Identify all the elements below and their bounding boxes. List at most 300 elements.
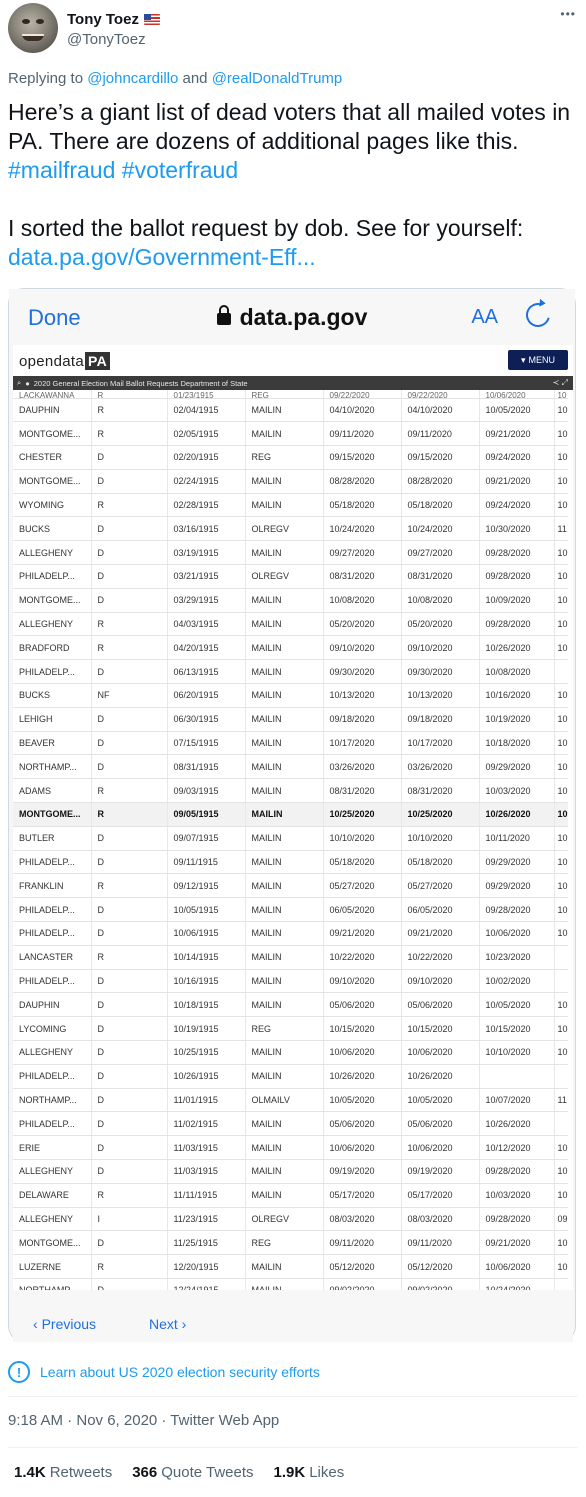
table-cell: R — [91, 612, 167, 636]
table-cell: R — [91, 390, 167, 398]
table-cell: PHILADELP... — [13, 898, 91, 922]
table-row[interactable] — [13, 1255, 568, 1279]
quotes-label: Quote Tweets — [161, 1464, 254, 1481]
likes-stat[interactable] — [274, 1464, 345, 1481]
table-cell: D — [91, 922, 167, 946]
table-row[interactable] — [13, 969, 568, 993]
table-row[interactable] — [13, 922, 568, 946]
table-row[interactable] — [13, 707, 568, 731]
table-row[interactable] — [13, 612, 568, 636]
table-cell: 12/20/1915 — [167, 1255, 245, 1279]
table-cell: 03/26/2020 — [401, 755, 479, 779]
table-cell: 02/05/1915 — [167, 422, 245, 446]
table-cell: 10/10/2020 — [401, 826, 479, 850]
table-cell: NORTHAMP... — [13, 755, 91, 779]
table-cell: LUZERNE — [13, 1255, 91, 1279]
table-cell: 10 — [554, 1255, 568, 1279]
table-cell: 09/28/2020 — [479, 612, 554, 636]
table-cell: MAILIN — [245, 779, 323, 803]
table-cell: MAILIN — [245, 398, 323, 422]
tweet-text-line: I sorted the ballot request by dob. See for yourself: — [8, 215, 524, 241]
table-cell: 10/05/2020 — [323, 1088, 401, 1112]
table-cell: MONTGOME... — [13, 1231, 91, 1255]
table-cell: MONTGOME... — [13, 588, 91, 612]
table-row[interactable] — [13, 636, 568, 660]
table-cell: 09/28/2020 — [479, 1160, 554, 1184]
table-cell: 10/02/2020 — [479, 969, 554, 993]
avatar-eye — [22, 19, 30, 24]
table-cell: 11/23/1915 — [167, 1207, 245, 1231]
table-cell: 01/23/1915 — [167, 390, 245, 398]
table-row[interactable] — [13, 1160, 568, 1184]
table-cell: 10/05/2020 — [479, 398, 554, 422]
table-cell — [554, 660, 568, 684]
text-size-button[interactable]: AA — [471, 306, 498, 328]
table-cell: 09/29/2020 — [479, 850, 554, 874]
table-cell: 09/21/2020 — [479, 422, 554, 446]
table-cell: MAILIN — [245, 1064, 323, 1088]
table-cell: R — [91, 493, 167, 517]
table-cell: 10/06/2020 — [401, 1136, 479, 1160]
table-cell: 10 — [554, 922, 568, 946]
table-cell: 04/10/2020 — [323, 398, 401, 422]
likes-label: Likes — [309, 1464, 345, 1481]
table-cell: MAILIN — [245, 874, 323, 898]
table-row[interactable] — [13, 731, 568, 755]
table-cell: 11/01/1915 — [167, 1088, 245, 1112]
tweet-url-link[interactable]: data.pa.gov/Government-Eff... — [8, 244, 316, 270]
table-cell: D — [91, 1064, 167, 1088]
done-button[interactable]: Done — [28, 305, 81, 330]
hashtag-link[interactable]: #voterfraud — [121, 157, 239, 183]
previous-button[interactable] — [33, 1316, 96, 1332]
table-cell: R — [91, 779, 167, 803]
table-cell: 10 — [554, 684, 568, 708]
table-cell: 09/21/2020 — [479, 469, 554, 493]
table-cell: 09/18/2020 — [323, 707, 401, 731]
chevron-left-icon: ‹ — [33, 1316, 42, 1332]
table-cell: 10/06/2020 — [323, 1041, 401, 1065]
table-cell: 09/03/1915 — [167, 779, 245, 803]
table-cell: MONTGOME... — [13, 422, 91, 446]
table-cell: 05/27/2020 — [401, 874, 479, 898]
table-cell: 03/16/1915 — [167, 517, 245, 541]
table-cell: 08/28/2020 — [323, 469, 401, 493]
table-cell: 09/11/2020 — [323, 422, 401, 446]
table-cell: D — [91, 1112, 167, 1136]
table-cell: 05/18/2020 — [401, 493, 479, 517]
table-cell: 10 — [554, 898, 568, 922]
table-cell: 10 — [554, 541, 568, 565]
chevron-right-icon: › — [177, 1316, 187, 1332]
table-cell: 03/29/1915 — [167, 588, 245, 612]
table-row[interactable] — [13, 1088, 568, 1112]
table-cell: 05/18/2020 — [323, 850, 401, 874]
table-cell: 09/21/2020 — [323, 922, 401, 946]
table-cell: PHILADELP... — [13, 969, 91, 993]
table-cell: 10 — [554, 1017, 568, 1041]
table-cell: 09/15/2020 — [401, 446, 479, 470]
table-cell: MAILIN — [245, 707, 323, 731]
table-cell: 10/14/1915 — [167, 945, 245, 969]
table-cell: 09/30/2020 — [323, 660, 401, 684]
dataset-title-bar — [13, 376, 573, 390]
logo-badge: PA — [85, 352, 110, 370]
author-name[interactable] — [67, 11, 160, 28]
table-cell: 09/29/2020 — [479, 755, 554, 779]
table-cell: ALLEGHENY — [13, 1207, 91, 1231]
table-cell: 10 — [554, 826, 568, 850]
table-cell: 02/20/1915 — [167, 446, 245, 470]
opendata-logo[interactable] — [19, 349, 110, 373]
table-cell: 10 — [554, 1231, 568, 1255]
table-cell: 09/11/2020 — [401, 422, 479, 446]
table-cell: OLMAILV — [245, 1088, 323, 1112]
table-row[interactable] — [13, 588, 568, 612]
table-cell: 10/25/2020 — [401, 803, 479, 827]
table-cell: REG — [245, 1231, 323, 1255]
table-cell: 05/20/2020 — [323, 612, 401, 636]
table-cell: 10/18/1915 — [167, 993, 245, 1017]
table-cell: 10 — [554, 469, 568, 493]
table-row[interactable] — [13, 684, 568, 708]
table-cell: MAILIN — [245, 1041, 323, 1065]
avatar-mouth — [22, 34, 44, 41]
table-cell: 10 — [554, 1136, 568, 1160]
table-cell: 10/22/2020 — [323, 945, 401, 969]
table-cell: 10 — [554, 398, 568, 422]
table-cell: MAILIN — [245, 1112, 323, 1136]
table-cell: D — [91, 446, 167, 470]
table-cell: 10/13/2020 — [323, 684, 401, 708]
table-cell: 08/03/2020 — [323, 1207, 401, 1231]
table-row[interactable] — [13, 422, 568, 446]
more-options-icon[interactable]: ••• — [560, 7, 576, 21]
author-name-text[interactable]: Tony Toez — [67, 11, 139, 28]
table-cell: 10/25/1915 — [167, 1041, 245, 1065]
table-cell: 09/28/2020 — [479, 565, 554, 589]
table-cell: 05/17/2020 — [401, 1183, 479, 1207]
table-cell: 09/22/2020 — [401, 390, 479, 398]
table-cell: 06/05/2020 — [401, 898, 479, 922]
web-page — [13, 345, 573, 1290]
avatar-eye — [36, 19, 44, 24]
table-cell: R — [91, 874, 167, 898]
table-cell: 11 — [554, 1088, 568, 1112]
dataset-title: 2020 General Election Mail Ballot Requests Department of State — [33, 378, 248, 388]
divider — [8, 1447, 578, 1448]
quotes-stat[interactable] — [132, 1464, 253, 1481]
tweet-timestamp[interactable]: 9:18 AM · Nov 6, 2020 · Twitter Web App — [8, 1412, 280, 1429]
table-row[interactable] — [13, 826, 568, 850]
table-cell: MAILIN — [245, 422, 323, 446]
url-text: data.pa.gov — [239, 304, 368, 330]
table-row[interactable] — [13, 660, 568, 684]
table-cell: 09/21/2020 — [401, 922, 479, 946]
table-cell: REG — [245, 446, 323, 470]
mention-link[interactable]: @realDonaldTrump — [211, 70, 343, 87]
table-cell: ERIE — [13, 1136, 91, 1160]
table-cell: MAILIN — [245, 1255, 323, 1279]
table-cell: 09/24/2020 — [479, 493, 554, 517]
table-cell: D — [91, 1231, 167, 1255]
table-cell: 10 — [554, 390, 568, 398]
table-row[interactable] — [13, 541, 568, 565]
table-cell: 10/24/2020 — [323, 517, 401, 541]
table-row[interactable] — [13, 517, 568, 541]
table-cell: BRADFORD — [13, 636, 91, 660]
mention-link[interactable]: @johncardillo — [87, 70, 179, 87]
table-row[interactable] — [13, 850, 568, 874]
table-cell: 10/07/2020 — [479, 1088, 554, 1112]
table-cell: 05/17/2020 — [323, 1183, 401, 1207]
table-cell: 09/19/2020 — [401, 1160, 479, 1184]
search-icon[interactable]: ⌕ — [17, 378, 22, 387]
likes-count: 1.9K — [273, 1464, 306, 1481]
table-cell: 06/05/2020 — [323, 898, 401, 922]
table-row[interactable] — [13, 565, 568, 589]
table-cell: PHILADELP... — [13, 1112, 91, 1136]
table-cell: 09/10/2020 — [401, 636, 479, 660]
table-row-partial — [13, 390, 568, 398]
table-cell: 10 — [554, 493, 568, 517]
table-cell: PHILADELP... — [13, 565, 91, 589]
table-cell: 05/06/2020 — [323, 993, 401, 1017]
share-expand-icon[interactable]: ≺ ⤢ — [552, 378, 568, 387]
table-row[interactable] — [13, 1136, 568, 1160]
table-row[interactable] — [13, 1112, 568, 1136]
retweets-count: 1.4K — [14, 1464, 46, 1481]
retweets-label: Retweets — [49, 1464, 113, 1481]
table-cell: REG — [245, 1017, 323, 1041]
table-cell: MAILIN — [245, 755, 323, 779]
table-cell: LEHIGH — [13, 707, 91, 731]
table-cell: R — [91, 1255, 167, 1279]
table-cell: 05/18/2020 — [401, 850, 479, 874]
table-cell: MAILIN — [245, 1160, 323, 1184]
table-cell: 10/26/1915 — [167, 1064, 245, 1088]
next-button[interactable] — [149, 1316, 186, 1332]
previous-label: Previous — [41, 1316, 97, 1332]
table-cell: 10/08/2020 — [323, 588, 401, 612]
table-cell: 10 — [554, 731, 568, 755]
table-cell: D — [91, 469, 167, 493]
table-row[interactable] — [13, 398, 568, 422]
table-cell: 08/03/2020 — [401, 1207, 479, 1231]
menu-button[interactable] — [508, 350, 568, 370]
table-cell: 09/22/2020 — [323, 390, 401, 398]
table-cell: 10/09/2020 — [479, 588, 554, 612]
table-row[interactable] — [13, 493, 568, 517]
table-cell: 04/20/1915 — [167, 636, 245, 660]
table-row[interactable] — [13, 1041, 568, 1065]
retweets-stat[interactable] — [14, 1464, 112, 1481]
table-cell: D — [91, 541, 167, 565]
table-row[interactable] — [13, 755, 568, 779]
table-cell: 09/15/2020 — [323, 446, 401, 470]
table-cell: D — [91, 588, 167, 612]
table-cell: 11/02/1915 — [167, 1112, 245, 1136]
table-cell: D — [91, 850, 167, 874]
table-cell: LACKAWANNA — [13, 390, 91, 398]
table-cell: R — [91, 945, 167, 969]
tweet-body — [8, 98, 574, 272]
election-notice-text[interactable]: Learn about US 2020 election security efforts — [40, 1364, 320, 1380]
info-icon[interactable]: ● — [25, 378, 30, 388]
table-cell: 09/27/2020 — [401, 541, 479, 565]
hashtag-link[interactable]: #mailfraud — [8, 157, 116, 183]
table-cell: D — [91, 1088, 167, 1112]
table-row[interactable] — [13, 874, 568, 898]
table-cell: R — [91, 1183, 167, 1207]
table-row[interactable] — [13, 898, 568, 922]
logo-text: opendata — [19, 352, 84, 370]
table-cell: 03/26/2020 — [323, 755, 401, 779]
table-cell: 10 — [554, 588, 568, 612]
election-notice[interactable] — [8, 1358, 578, 1386]
table-cell: 03/19/1915 — [167, 541, 245, 565]
table-cell: 05/06/2020 — [323, 1112, 401, 1136]
table-cell: ALLEGHENY — [13, 612, 91, 636]
tweet-text-line: Here’s a giant list of dead voters that all mailed votes in PA. There are dozens of additional pages like this. — [8, 99, 571, 154]
table-cell: PHILADELP... — [13, 660, 91, 684]
tweet-media-image[interactable] — [8, 288, 576, 1342]
table-cell: MAILIN — [245, 826, 323, 850]
table-cell: 10/26/2020 — [479, 636, 554, 660]
table-cell: 09/07/1915 — [167, 826, 245, 850]
table-cell: 09/24/2020 — [479, 446, 554, 470]
table-cell: REG — [245, 390, 323, 398]
table-cell: 11/11/1915 — [167, 1183, 245, 1207]
table-cell: CHESTER — [13, 446, 91, 470]
pagination — [13, 1290, 573, 1342]
table-cell: 09/30/2020 — [401, 660, 479, 684]
table-cell — [554, 945, 568, 969]
table-cell: 10/11/2020 — [479, 826, 554, 850]
table-cell: D — [91, 1041, 167, 1065]
table-cell: PHILADELP... — [13, 922, 91, 946]
table-row[interactable] — [13, 469, 568, 493]
table-cell: 04/03/1915 — [167, 612, 245, 636]
table-cell: D — [91, 1136, 167, 1160]
table-cell: PHILADELP... — [13, 850, 91, 874]
table-cell: 10/06/2020 — [401, 1041, 479, 1065]
table-cell: 09/10/2020 — [323, 636, 401, 660]
table-cell: 10/06/2020 — [479, 922, 554, 946]
table-cell: D — [91, 969, 167, 993]
table-cell: 09 — [554, 1207, 568, 1231]
table-row[interactable] — [13, 1231, 568, 1255]
table-cell: 10/16/2020 — [479, 684, 554, 708]
table-cell: 09/21/2020 — [479, 1231, 554, 1255]
table-cell: 10/23/2020 — [479, 945, 554, 969]
table-row[interactable] — [13, 1207, 568, 1231]
table-cell: 09/10/2020 — [401, 969, 479, 993]
table-cell: 10/22/2020 — [401, 945, 479, 969]
table-cell: 04/10/2020 — [401, 398, 479, 422]
table-cell: 10 — [554, 803, 568, 827]
table-cell — [554, 1112, 568, 1136]
table-cell: 06/20/1915 — [167, 684, 245, 708]
table-cell: LANCASTER — [13, 945, 91, 969]
table-row[interactable] — [13, 446, 568, 470]
table-cell: D — [91, 517, 167, 541]
table-cell: 10 — [554, 707, 568, 731]
table-cell: MAILIN — [245, 541, 323, 565]
table-cell: MAILIN — [245, 660, 323, 684]
table-cell: 10 — [554, 636, 568, 660]
table-cell: 10/13/2020 — [401, 684, 479, 708]
table-row[interactable] — [13, 1064, 568, 1088]
avatar[interactable] — [8, 3, 58, 53]
menu-label: MENU — [528, 355, 556, 365]
table-cell: OLREGV — [245, 565, 323, 589]
browser-toolbar — [9, 289, 575, 345]
table-row[interactable] — [13, 945, 568, 969]
table-cell: DAUPHIN — [13, 398, 91, 422]
replying-to — [8, 70, 342, 87]
table-cell: R — [91, 422, 167, 446]
table-cell: 10/30/2020 — [479, 517, 554, 541]
table-cell: FRANKLIN — [13, 874, 91, 898]
table-cell: 08/31/2020 — [401, 779, 479, 803]
table-cell: 09/18/2020 — [401, 707, 479, 731]
table-row[interactable] — [13, 1183, 568, 1207]
chevron-down-icon: ▾ — [520, 354, 526, 365]
table-cell: 10/26/2020 — [323, 1064, 401, 1088]
table-row[interactable] — [13, 1017, 568, 1041]
table-cell: ALLEGHENY — [13, 541, 91, 565]
author-handle[interactable]: @TonyToez — [67, 31, 146, 48]
table-cell: 10/18/2020 — [479, 731, 554, 755]
table-row[interactable] — [13, 803, 568, 827]
table-cell: 09/28/2020 — [479, 1207, 554, 1231]
table-cell: 10/05/2020 — [401, 1088, 479, 1112]
table-cell: 10 — [554, 779, 568, 803]
table-row[interactable] — [13, 993, 568, 1017]
tweet-header — [8, 3, 578, 61]
table-cell: BUCKS — [13, 517, 91, 541]
table-cell: 05/27/2020 — [323, 874, 401, 898]
table-cell: MAILIN — [245, 469, 323, 493]
table-row[interactable] — [13, 779, 568, 803]
table-cell: D — [91, 826, 167, 850]
table-cell: 10/26/2020 — [479, 803, 554, 827]
table-cell: 10/24/2020 — [401, 517, 479, 541]
table-cell: D — [91, 993, 167, 1017]
table-cell: BUTLER — [13, 826, 91, 850]
table-cell: BUCKS — [13, 684, 91, 708]
lock-icon — [217, 313, 231, 325]
table-cell: WYOMING — [13, 493, 91, 517]
table-cell: 09/29/2020 — [479, 874, 554, 898]
table-cell: 09/19/2020 — [323, 1160, 401, 1184]
table-cell: MAILIN — [245, 1136, 323, 1160]
table-cell: NORTHAMP... — [13, 1088, 91, 1112]
next-label: Next — [149, 1316, 178, 1332]
table-cell: 08/31/1915 — [167, 755, 245, 779]
table-cell: 08/31/2020 — [401, 565, 479, 589]
table-cell: NF — [91, 684, 167, 708]
table-cell: 10/12/2020 — [479, 1136, 554, 1160]
table-cell: MAILIN — [245, 850, 323, 874]
table-cell: 05/20/2020 — [401, 612, 479, 636]
table-cell: I — [91, 1207, 167, 1231]
table-cell: ALLEGHENY — [13, 1041, 91, 1065]
table-cell: 10 — [554, 850, 568, 874]
table-cell: DAUPHIN — [13, 993, 91, 1017]
table-cell: BEAVER — [13, 731, 91, 755]
